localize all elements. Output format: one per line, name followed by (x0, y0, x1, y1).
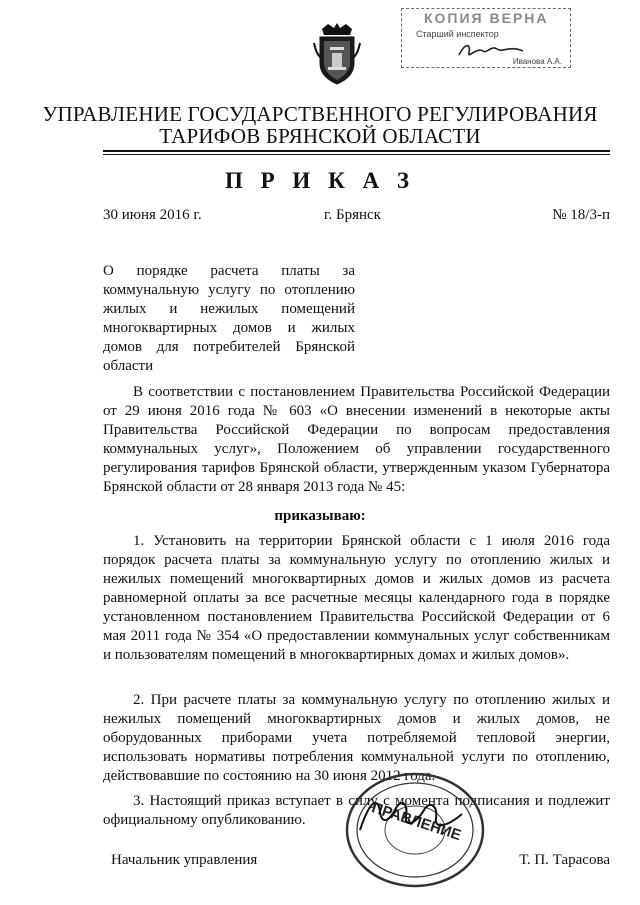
doc-date: 30 июня 2016 г. (103, 207, 202, 223)
org-title-line2: ТАРИФОВ БРЯНСКОЙ ОБЛАСТИ (159, 124, 481, 148)
signatory-name: Т. П. Тарасова (519, 852, 610, 868)
stamp-name: Иванова А.А. (512, 57, 562, 66)
doc-number: № 18/3-п (552, 207, 610, 223)
order-word: приказываю: (274, 508, 366, 524)
doc-subject: О порядке расчета платы за коммунальную услугу по отоплению жилых и нежилых помещений многоквартирных домов и жилых домов для потребителей Брянской области (103, 263, 355, 374)
order-item-3: 3. Настоящий приказ вступает в силу с момента подписания и подлежит официальному опубликованию. (103, 793, 610, 828)
handwritten-signature-icon (356, 790, 466, 850)
stamp-position: Старший инспектор (416, 29, 499, 39)
seal-text: ПРАВЛЕНИЕ (369, 799, 464, 845)
header-divider-thin (103, 154, 610, 155)
doc-city: г. Брянск (324, 207, 381, 223)
order-item-2: 2. При расчете платы за коммунальную услугу по отоплению жилых и нежилых помещений многоквартирных домов и жилых домов, не оборудованных приборами учета потребляемой тепловой энергии, использовать нормативы потребления коммунальной услуги по отоплению, действовавшие по состоянию на 30 июня 2012 года. (103, 692, 610, 784)
doc-type-title: П Р И К А З (224, 168, 415, 193)
header-divider-thick (103, 150, 610, 152)
stamp-title: КОПИЯ ВЕРНА (424, 10, 549, 26)
order-item-1: 1. Установить на территории Брянской области с 1 июля 2016 года порядок расчета платы за коммунальную услугу по отоплению жилых и нежилых помещений многоквартирных домов и жилых домов из расчета равномерной оплаты за все расчетные месяцы календарного года в порядке установленном постановлением Правительства Российской Федерации от 6 мая 2011 года № 354 «О предоставлении коммунальных услуг собственникам и пользователям помещений в многоквартирных домах и жилых домов». (103, 533, 610, 663)
preamble-paragraph: В соответствии с постановлением Правительства Российской Федерации от 29 июня 2016 года № 603 «О внесении изменений в некоторые акты Правительства Российской Федерации по вопросам предоставления коммунальных услуг», Положением об управлении государственного регулирования тарифов Брянской области, утвержденным указом Губернатора Брянской области от 28 января 2013 года № 45: (103, 384, 610, 495)
coat-of-arms-icon (312, 23, 362, 85)
org-title-line1: УПРАВЛЕНИЕ ГОСУДАРСТВЕННОГО РЕГУЛИРОВАНИЯ (42, 102, 598, 126)
copy-verified-stamp (401, 8, 571, 68)
signatory-position: Начальник управления (111, 852, 258, 868)
